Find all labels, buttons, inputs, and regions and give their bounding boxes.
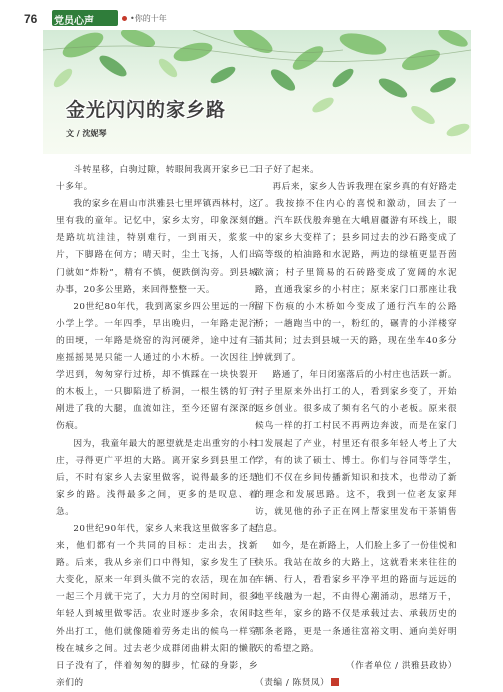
paragraph: 20世纪90年代，家乡人来我这里做客多了起来，他们都有一个共同的目标：走出去，找新路。后来，我从乡亲们口中得知，家乡发生了巨大变化，原来一年到头做不完的农活，现在加在一起三个月就干完了，大力月的空闲时间，很多年轻人到城里做零活。农业时逐步多余，农闲时外出打工，他们就像随着劳务走出的候鸟一样穿梭在城乡之间。过去老少成群闭曲耕太阳的懒散日子没有了，伴着匆匆的脚步，忙碌的身影，乡亲们的 [56, 523, 258, 688]
page-header [0, 0, 503, 28]
section-label: 党员心声 [54, 16, 94, 27]
paragraph: 如今，是在新路上，人们脸上多了一份佳悦和快乐。我站在故乡的大路上，这就看来来往往的车辆、行人，看看家乡平净平坦的路面与远远的地平线融为一起，不由得心潮涌动，思绪万千，这些年，家乡的路不仅是承载过去、承载历史的那条老路，更是一条通往富裕文明、通向美好明天的希望之路。 [255, 541, 457, 654]
paragraph: 斗转星移，白驹过隙，转眼间我离开家乡已二十多年。 [56, 165, 258, 193]
editor-credit [255, 675, 457, 692]
paragraph: 因为，我童年最大的愿望就是走出重穷的小村庄，寻得更广平坦的大路。离开家乡到县里工作后，不时有家乡人去家里做客，说得最多的还是家乡的路。浅得最多之间，更多的是叹息、着急。 [56, 438, 258, 517]
author-affiliation: （作者单位 / 洪雅县政协） [345, 660, 457, 671]
paragraph: 日子好了起来。 [255, 165, 320, 175]
right-column [255, 162, 457, 692]
article-author: 文 / 沈妮琴 [66, 129, 107, 138]
hero-banner [43, 30, 471, 154]
subsection-label: •你的十年 [130, 14, 167, 23]
article-title: 金光闪闪的家乡路 [66, 99, 227, 121]
paragraph: 我的家乡在眉山市洪雅县七里坪镇西林村，这里有我的童年。记忆中，家乡太穷，印象深刻的是路坑坑洼洼，特别难行，一到雨天，浆浆一片，下脚路在何方；晴天时，尘土飞扬，人们出门就如“炸粉”，精有不慎，便跌倒沟旁。到县城办事，20多公里路，来回得整整一天。 [56, 199, 258, 295]
page-number: 76 [24, 12, 38, 26]
editor-credit-text: （责编 / 陈贤凤） [255, 677, 330, 688]
leaf-decoration [43, 30, 471, 154]
paragraph: 20世纪80年代，我到离家乡四公里远的一所小学上学。一年四季，早出晚归，一年路走泥泞的田埂，一年路是烧窑的沟河硬斧，途中过有三座摇摇晃晃只能一人通过的小木桥。一次因往上学迟到，匆匆穿行过桥，却不慎踩在一块快裂开的木板上，一只脚陷进了桥洞，一根生锈的钉子剐进了我的大腿，血流如注，至今还留有深深的伤痕。 [56, 301, 258, 432]
subsection-dot [122, 16, 127, 21]
paragraph: 再后来，家乡人告诉我理在家乡真的有好路走了。我按捺不住内心的喜悦和激动，回去了一趟。汽车跃伐般奔驰在大峨眉疆游有环线上，眼中的家乡大变样了；县乡同过去的沙石路变成了高等级的柏油路和水泥路，两边的绿植更显吾茵欲滴；村子里简易的石砖路变成了宽阔的水泥路，直通我家乡的小村庄；原来家门口那座让我留下伤痕的小木桥如今变成了通行汽车的公路桥；一趟跑当中的一，粉红的，碾青的小洋楼穿插其间；过去到县城一天的路，现在坐车40多分钟就到了。 [255, 182, 457, 364]
end-mark-icon [331, 678, 339, 686]
paragraph: 路通了，年日闭塞落后的小村庄也活跃一新。村子里原来外出打工的人，看到家乡变了，开始返乡创业。很多成了频有名气的小老板。原来很候鸟一样的打工村民不再两边奔波，而是在家门口发展起了产业，村里还有很多年轻人考上了大学，有的读了硕士、博士。你们与谷同等学生，他们不仅在乡间传播新知识和技术，也带动了新的理念和发展思路。这不，我到一位老友家拜访，就见他的孙子正在网上帮家里发布干茶销售信息。 [255, 370, 457, 534]
left-column [56, 162, 258, 692]
